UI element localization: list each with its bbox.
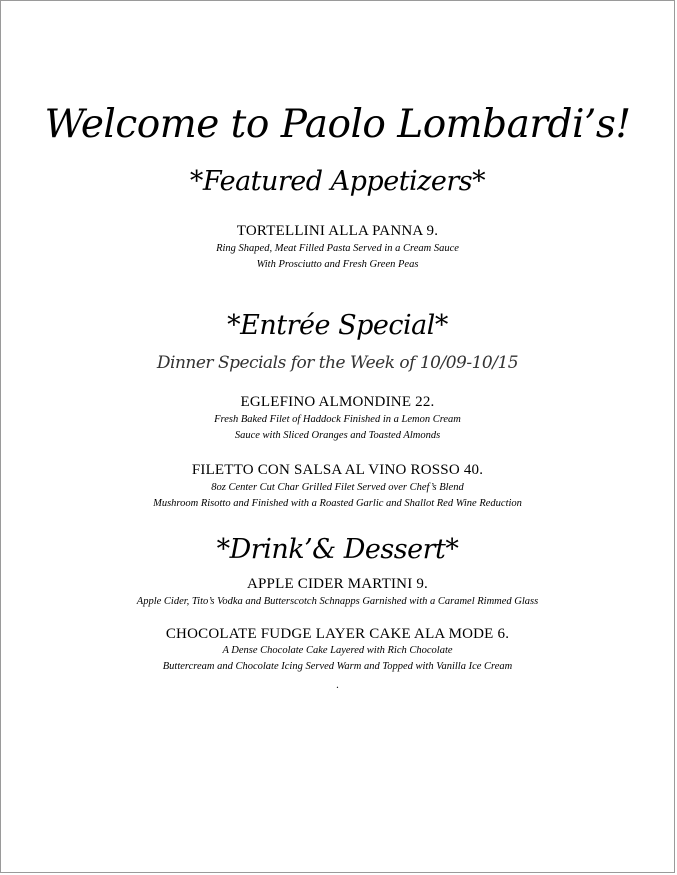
dish-desc-line: Fresh Baked Filet of Haddock Finished in a Lemon Cream — [214, 414, 461, 425]
week-subheading: Dinner Specials for the Week of 10/09-10/15 — [156, 353, 519, 373]
dish-desc-line: Ring Shaped, Meat Filled Pasta Served in a Cream Sauce — [216, 243, 459, 254]
appetizers-heading: *Featured Appetizers* — [189, 166, 486, 197]
dish-desc-line: Apple Cider, Tito’s Vodka and Butterscotch Schnapps Garnished with a Caramel Rimmed Glass — [136, 596, 539, 607]
dish-name-martini: APPLE CIDER MARTINI 9. — [246, 576, 428, 592]
dish-desc-line: With Prosciutto and Fresh Green Peas — [256, 259, 419, 270]
dish-name-cake: CHOCOLATE FUDGE LAYER CAKE ALA MODE 6. — [165, 626, 510, 642]
dish-name-eglefino: EGLEFINO ALMONDINE 22. — [240, 394, 435, 410]
page-title: Welcome to Paolo Lombardi’s! — [44, 102, 631, 147]
drink-dessert-heading: *Drink’& Dessert* — [216, 534, 459, 565]
dish-name-tortellini: TORTELLINI ALLA PANNA 9. — [236, 223, 439, 239]
dish-desc-line: A Dense Chocolate Cake Layered with Rich Chocolate — [222, 645, 453, 656]
dish-desc-line: 8oz Center Cut Char Grilled Filet Served over Chef’s Blend — [211, 482, 464, 493]
dish-desc-line: Buttercream and Chocolate Icing Served Warm and Topped with Vanilla Ice Cream — [162, 661, 513, 672]
entree-heading: *Entrée Special* — [227, 310, 448, 341]
dish-desc-line: Sauce with Sliced Oranges and Toasted Almonds — [234, 430, 441, 441]
dish-desc-line: Mushroom Risotto and Finished with a Roasted Garlic and Shallot Red Wine Reduction — [153, 498, 522, 509]
trailing-dot: . — [335, 680, 340, 691]
dish-name-filetto: FILETTO CON SALSA AL VINO ROSSO 40. — [191, 462, 484, 478]
